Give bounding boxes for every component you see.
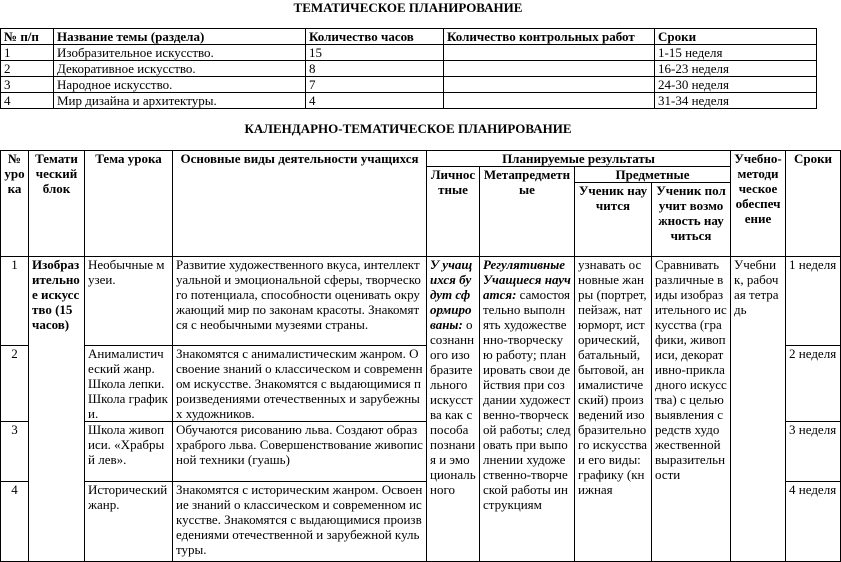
cell-lesson-num: 2 bbox=[1, 346, 29, 422]
cell-lesson-topic: Исторический жанр. bbox=[85, 482, 173, 562]
thematic-table bbox=[0, 28, 817, 109]
cell-tests bbox=[444, 77, 655, 93]
cell-hours: 15 bbox=[306, 45, 444, 61]
header-dates: Сроки bbox=[655, 29, 817, 45]
cell-hours: 4 bbox=[306, 93, 444, 109]
personal-intro: У учащихся будут сформированы: bbox=[430, 257, 473, 332]
cell-num: 2 bbox=[1, 61, 54, 77]
cell-hours: 8 bbox=[306, 61, 444, 77]
meta-subtitle: Учащиеся научатся: bbox=[483, 272, 571, 302]
cell-dates: 1-15 неделя bbox=[655, 45, 817, 61]
cell-activity: Знакомятся с историческим жанром. Освоение знаний о классическом и современном искусстве. Знакомятся с выдающимися произведениями отечественной и зарубежной культуры. bbox=[173, 482, 427, 562]
cell-num: 3 bbox=[1, 77, 54, 93]
header-will-learn: Ученик научится bbox=[575, 183, 652, 257]
cell-date: 2 неделя bbox=[786, 346, 841, 422]
cell-lesson-topic: Анималистический жанр. Школа лепки. Школа графики. bbox=[85, 346, 173, 422]
table-row bbox=[1, 77, 817, 93]
cell-materials: Учебник, рабочая тетрадь bbox=[731, 257, 786, 562]
page-title-thematic: ТЕМАТИЧЕСКОЕ ПЛАНИРОВАНИЕ bbox=[293, 0, 523, 15]
header-activities: Основные виды деятельности учащихся bbox=[173, 151, 427, 257]
cell-block: Изобразительное искусство (15 часов) bbox=[29, 257, 85, 562]
table-row bbox=[1, 61, 817, 77]
cell-lesson-topic: Школа живописи. «Храбрый лев». bbox=[85, 422, 173, 482]
cell-date: 1 неделя bbox=[786, 257, 841, 346]
cell-dates: 16-23 неделя bbox=[655, 61, 817, 77]
header-planned-results: Планируемые результаты bbox=[427, 151, 731, 167]
header-may-learn: Ученик получит возможность научиться bbox=[652, 183, 731, 257]
cell-personal bbox=[427, 257, 480, 562]
header-subject: Предметные bbox=[575, 167, 731, 183]
calendar-table bbox=[0, 150, 841, 562]
cell-num: 1 bbox=[1, 45, 54, 61]
cell-tests bbox=[444, 93, 655, 109]
personal-text: осознанного изобразительного искусства как способа познания и эмоционального bbox=[430, 317, 476, 497]
cell-topic: Народное искусство. bbox=[54, 77, 306, 93]
cell-meta bbox=[480, 257, 575, 562]
cell-num: 4 bbox=[1, 93, 54, 109]
cell-tests bbox=[444, 61, 655, 77]
cell-may-learn: Сравнивать различные виды изобразительного искусства (графики, живописи, декоративно-прикладного искусства) с целью выявления средств художественной выразительности bbox=[652, 257, 731, 562]
header-personal: Личностные bbox=[427, 167, 480, 257]
header-hours: Количество часов bbox=[306, 29, 444, 45]
header-block: Тематический блок bbox=[29, 151, 85, 257]
cell-lesson-num: 3 bbox=[1, 422, 29, 482]
table-row bbox=[1, 257, 841, 346]
cell-activity: Развитие художественного вкуса, интеллектуальной и эмоциональной сферы, творческого потенциала, способности оценивать окружающий мир по законам красоты. Знакомятся с необычными музеями страны. bbox=[173, 257, 427, 346]
cell-activity: Обучаются рисованию льва. Создают образ храброго льва. Совершенствование живописной техники (гуашь) bbox=[173, 422, 427, 482]
table-row bbox=[1, 93, 817, 109]
cell-lesson-num: 1 bbox=[1, 257, 29, 346]
page-title-calendar: КАЛЕНДАРНО-ТЕМАТИЧЕСКОЕ ПЛАНИРОВАНИЕ bbox=[244, 121, 572, 136]
table-row bbox=[1, 45, 817, 61]
cell-topic: Декоративное искусство. bbox=[54, 61, 306, 77]
cell-topic: Изобразительное искусство. bbox=[54, 45, 306, 61]
header-num: № п/п bbox=[1, 29, 54, 45]
cell-hours: 7 bbox=[306, 77, 444, 93]
header-lesson-num: № урока bbox=[1, 151, 29, 257]
cell-topic: Мир дизайна и архитектуры. bbox=[54, 93, 306, 109]
meta-text: самостоятельно выполнять художественно-творческую работу; планировать свои действия при создании художественно-творческой работы; следовать при выполнении художественно-творческой работы инструкциям bbox=[483, 287, 571, 512]
header-dates: Сроки bbox=[786, 151, 841, 257]
cell-activity: Знакомятся с анималистическим жанром. Освоение знаний о классическом и современном искусстве. Знакомятся с выдающимися произведениями отечественных и зарубежных художников. bbox=[173, 346, 427, 422]
header-meta: Метапредметные bbox=[480, 167, 575, 257]
cell-tests bbox=[444, 45, 655, 61]
cell-date: 4 неделя bbox=[786, 482, 841, 562]
header-materials: Учебно-методическое обеспечение bbox=[731, 151, 786, 257]
header-lesson-topic: Тема урока bbox=[85, 151, 173, 257]
header-tests: Количество контрольных работ bbox=[444, 29, 655, 45]
header-topic-name: Название темы (раздела) bbox=[54, 29, 306, 45]
cell-lesson-topic: Необычные музеи. bbox=[85, 257, 173, 346]
cell-dates: 24-30 неделя bbox=[655, 77, 817, 93]
meta-title: Регулятивные bbox=[483, 257, 565, 272]
calendar-header-row-1 bbox=[1, 151, 841, 167]
thematic-header-row bbox=[1, 29, 817, 45]
cell-lesson-num: 4 bbox=[1, 482, 29, 562]
cell-dates: 31-34 неделя bbox=[655, 93, 817, 109]
cell-will-learn: узнавать основные жанры (портрет, пейзаж, натюрморт, исторический, батальный, бытовой, анималистический) произведений изобразительного искусства и его виды: графику (книжная bbox=[575, 257, 652, 562]
cell-date: 3 неделя bbox=[786, 422, 841, 482]
